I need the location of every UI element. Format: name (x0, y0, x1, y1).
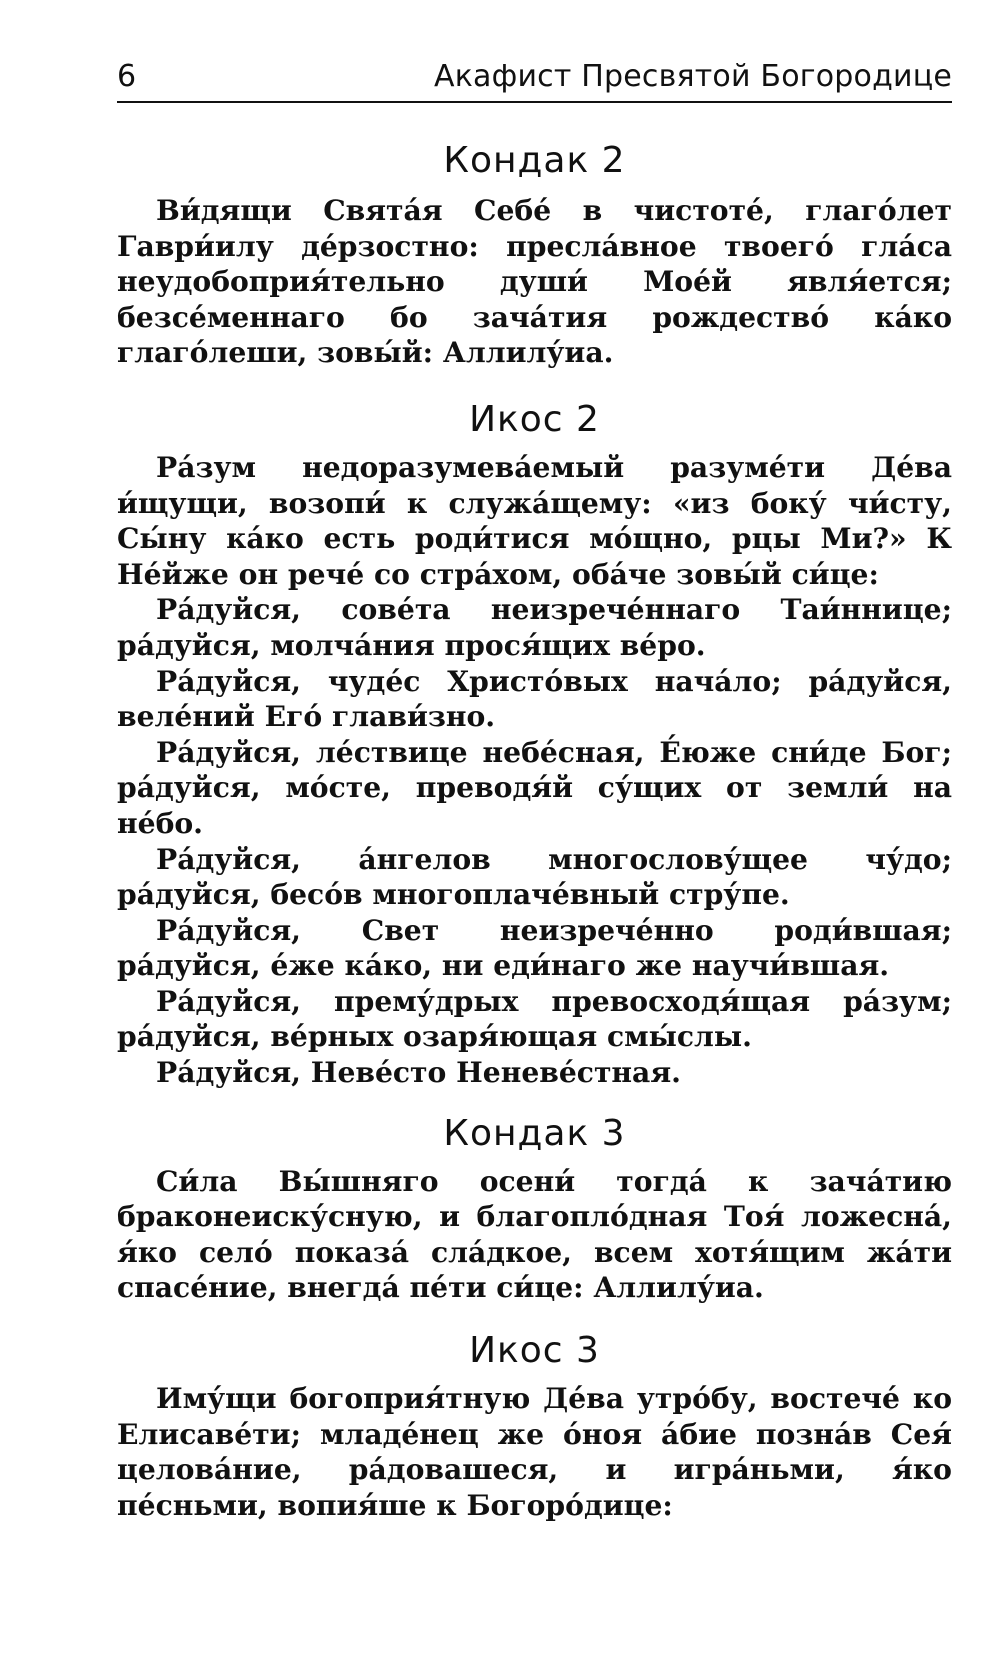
paragraph: Ра́дуйся, Свет неизрече́нно роди́вшая; ра́дуйся, е́же ка́ко, ни еди́наго же научи́вшая. (117, 913, 952, 983)
section-title-ikos-3: Икос 3 (469, 1330, 600, 1372)
paragraph: Ра́дуйся, чуде́с Христо́вых нача́ло; ра́дуйся, веле́ний Его́ глави́зно. (117, 664, 952, 734)
running-header (117, 55, 952, 103)
paragraph: Си́ла Вы́шняго осени́ тогда́ к зача́тию браконеиску́сную, и благопло́дная Тоя́ ложесна́, я́ко село́ показа́ сла́дкое, всем хотя́щим жа́ти спасе́ние, внегда́ пе́ти си́це: Аллилу́иа. (117, 1164, 952, 1305)
paragraph: Ра́дуйся, а́нгелов многослову́щее чу́до; ра́дуйся, бесо́в многоплаче́вный стру́пе. (117, 842, 952, 912)
paragraph: Ра́дуйся, ле́ствице небе́сная, Е́юже сни́де Бог; ра́дуйся, мо́сте, преводя́й су́щих от земли́ на не́бо. (117, 735, 952, 840)
book-title: Акафист Пресвятой Богородице (434, 59, 952, 94)
page-number: 6 (117, 59, 137, 94)
paragraph: Ра́дуйся, Неве́сто Неневе́стная. (156, 1056, 681, 1090)
section-title-kondak-3: Кондак 3 (443, 1112, 626, 1154)
paragraph: Ви́дящи Свята́я Себе́ в чистоте́, глаго́лет Гаври́илу де́рзостно: пресла́вное твоего́ гла́са неудобоприя́тельно души́ Мое́й явля́ется; безсе́меннаго бо зача́тия рождество́ ка́ко глаго́леши, зовы́й: Аллилу́иа. (117, 194, 952, 370)
paragraph: Ра́зум недоразумева́емый разуме́ти Де́ва и́щущи, возопи́ к служа́щему: «из боку́ чи́сту, Сы́ну ка́ко есть роди́тися мо́щно, рцы Ми?» К Не́йже он рече́ со стра́хом, оба́че зовы́й си́це: (117, 450, 952, 591)
paragraph: Иму́щи богоприя́тную Де́ва утро́бу, востече́ ко Елисаве́ти; младе́нец же о́ноя а́бие позна́в Сея́ целова́ние, ра́довашеся, и игра́ньми, я́ко пе́сньми, вопия́ше к Богоро́дице: (117, 1382, 952, 1522)
paragraph: Ра́дуйся, прему́дрых превосходя́щая ра́зум; ра́дуйся, ве́рных озаря́ющая смы́слы. (117, 984, 952, 1054)
section-title-kondak-2: Кондак 2 (443, 140, 626, 181)
section-title-ikos-2: Икос 2 (469, 398, 600, 440)
book-page (117, 55, 952, 1523)
paragraph: Ра́дуйся, сове́та неизрече́ннаго Таи́ннице; ра́дуйся, молча́ния прося́щих ве́ро. (117, 593, 952, 662)
